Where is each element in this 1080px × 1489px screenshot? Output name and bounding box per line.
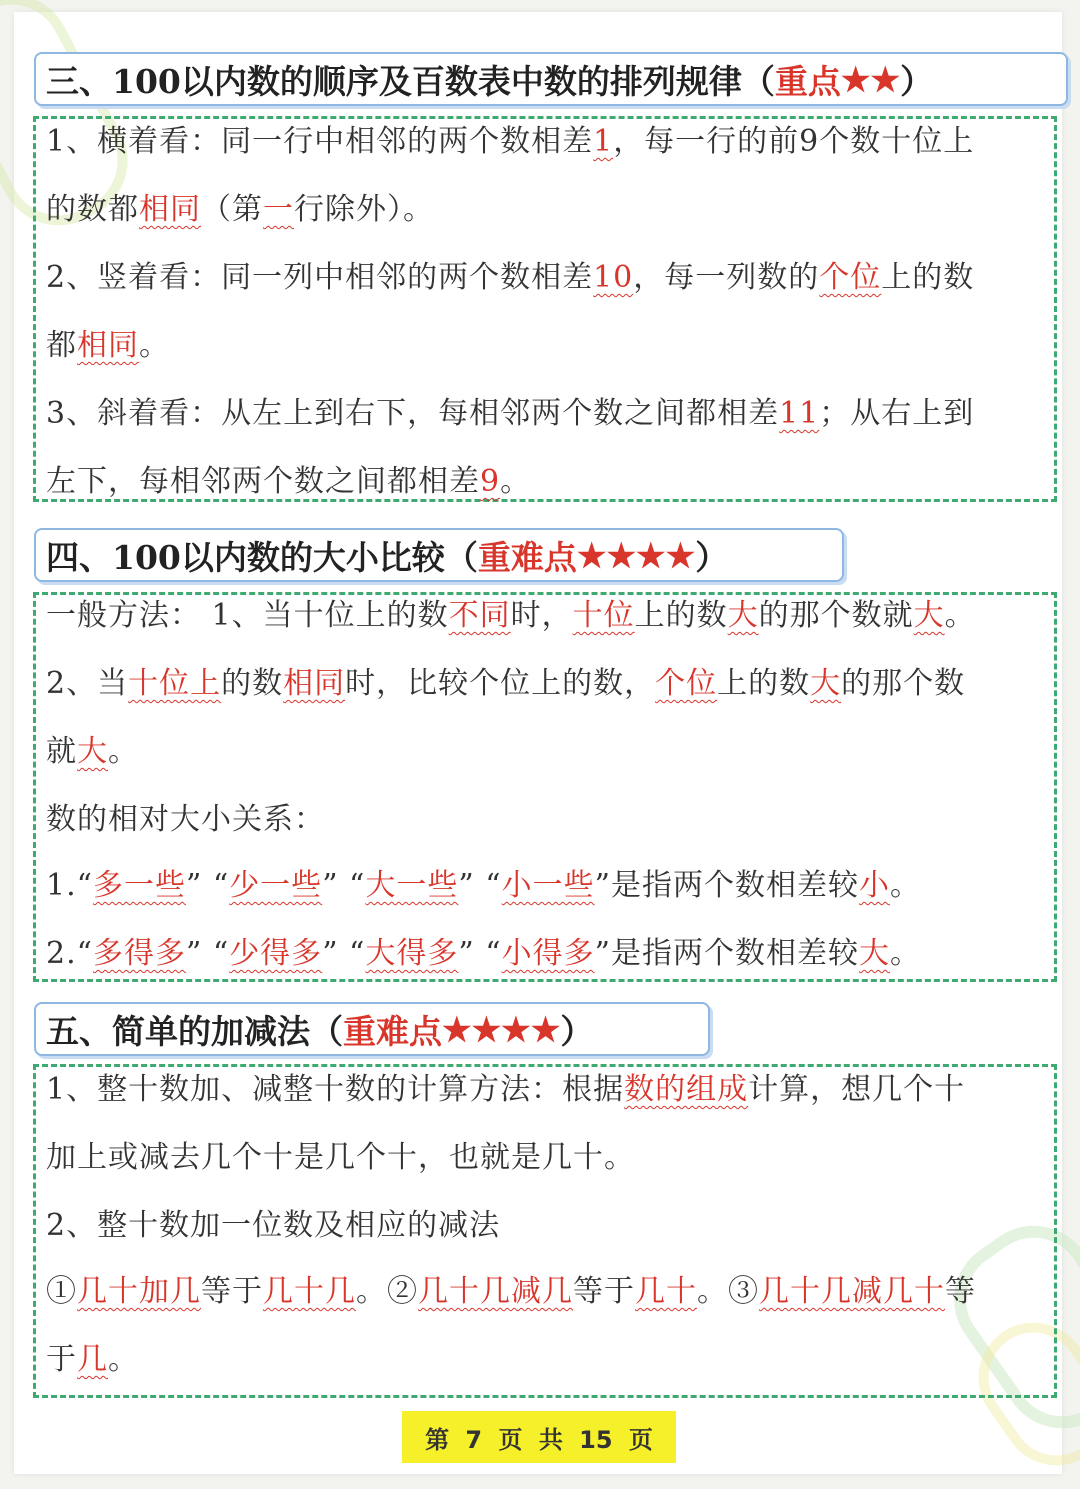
section3-stars: ★★	[840, 59, 901, 99]
section5-heading: 五、简单的加减法（ 重难点 ★★★★ ）	[34, 1002, 710, 1056]
page-number-footer: 第 7 页 共 15 页	[402, 1411, 676, 1463]
section5-line-3: 2、整十数加一位数及相应的减法	[46, 1208, 501, 1243]
section3-heading: 三、100以内数的顺序及百数表中数的排列规律（ 重点 ★★ ）	[34, 52, 1068, 106]
section4-line-3: 就大。	[46, 734, 139, 769]
section4-box	[33, 592, 1057, 982]
section5-line-4: ①几十加几等于几十几。②几十几减几等于几十。③几十几减几十等	[46, 1274, 976, 1309]
section4-stars: ★★★★	[576, 535, 696, 575]
section3-line-1: 1、横着看：同一行中相邻的两个数相差1，每一行的前9个数十位上	[46, 124, 975, 159]
section5-line-2: 加上或减去几个十是几个十，也就是几十。	[46, 1140, 635, 1175]
section5-line-1: 1、整十数加、减整十数的计算方法：根据数的组成计算，想几个十	[46, 1072, 966, 1107]
section5-line-5: 于几。	[46, 1342, 139, 1377]
section3-line-2: 的数都相同（第一行除外）。	[46, 192, 434, 227]
section3-title: 三、100以内数的顺序及百数表中数的排列规律（	[46, 61, 775, 101]
section4-title: 四、100以内数的大小比较（	[46, 537, 478, 577]
section3-key-label: 重点	[774, 61, 841, 101]
section4-line-4: 数的相对大小关系：	[46, 802, 325, 837]
section4-key-label: 重难点	[477, 537, 577, 577]
section4-line-6: 2.“多得多” “少得多” “大得多” “小得多”是指两个数相差较大。	[46, 936, 921, 971]
section3-line-5: 3、斜着看：从左上到右下，每相邻两个数之间都相差11；从右上到	[46, 396, 975, 431]
section3-box	[33, 116, 1057, 502]
section4-line-5: 1.“多一些” “少一些” “大一些” “小一些”是指两个数相差较小。	[46, 868, 921, 903]
section4-line-2: 2、当十位上的数相同时，比较个位上的数，个位上的数大的那个数	[46, 666, 966, 701]
section3-line-6: 左下，每相邻两个数之间都相差9。	[46, 464, 532, 499]
section4-line-1: 一般方法： 1、当十位上的数不同时，十位上的数大的那个数就大。	[46, 598, 976, 633]
section5-title: 五、简单的加减法（	[46, 1011, 343, 1051]
section4-heading: 四、100以内数的大小比较（ 重难点 ★★★★ ）	[34, 528, 844, 582]
section5-stars: ★★★★	[442, 1009, 561, 1049]
section5-key-label: 重难点	[343, 1011, 442, 1051]
section3-line-4: 都相同。	[46, 328, 170, 363]
section3-line-3: 2、竖着看：同一列中相邻的两个数相差10，每一列数的个位上的数	[46, 260, 975, 295]
